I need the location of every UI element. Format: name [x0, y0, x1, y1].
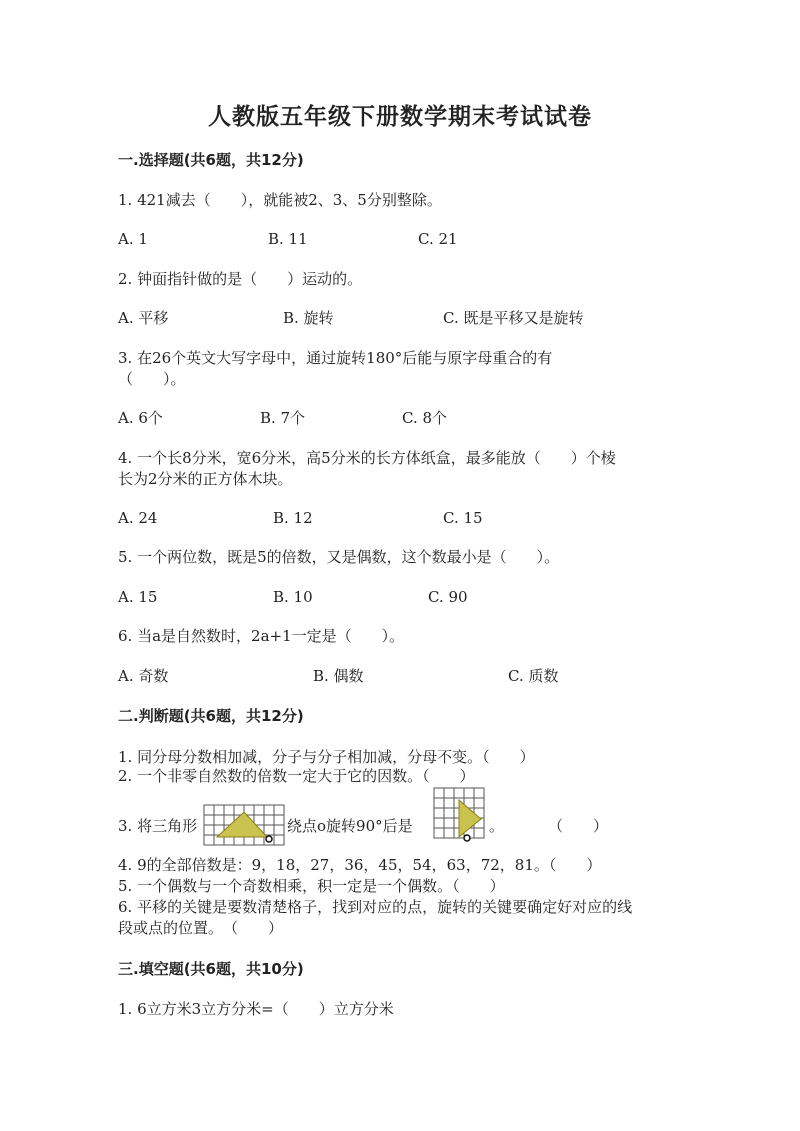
judgement-item: 2. 一个非零自然数的倍数一定大于它的因数。（ ） [118, 767, 475, 785]
fill-item: 1. 6立方米3立方分米=（ ）立方分米 [118, 1000, 394, 1018]
question-text-cont: （ ）。 [118, 370, 186, 388]
question-text: 1. 421减去（ ），就能被2、3、5分别整除。 [118, 191, 442, 209]
option-c: C. 90 [428, 588, 468, 606]
option-a: A. 奇数 [118, 667, 169, 685]
question-text: 3. 在26个英文大写字母中，通过旋转180°后能与原字母重合的有 [118, 349, 553, 367]
option-a: A. 平移 [118, 309, 169, 327]
judgement-item: 4. 9的全部倍数是：9，18，27，36，45，54，63，72，81。（ ） [118, 856, 602, 874]
judgement-item: 1. 同分母分数相加减，分子与分子相加减，分母不变。（ ） [118, 748, 535, 766]
option-a: A. 15 [118, 588, 158, 606]
rotated-triangle-figure [433, 787, 489, 843]
option-c: C. 质数 [508, 667, 559, 685]
option-b: B. 10 [273, 588, 313, 606]
option-c: C. 既是平移又是旋转 [443, 309, 584, 327]
judgement-item: 6. 平移的关键是要数清楚格子，找到对应的点，旋转的关键要确定好对应的线 [118, 898, 633, 916]
option-b: B. 12 [273, 509, 313, 527]
question-text-cont: 长为2分米的正方体木块。 [118, 470, 293, 488]
option-c: C. 15 [443, 509, 483, 527]
page-title: 人教版五年级下册数学期末考试试卷 [208, 104, 592, 130]
answer-blank: （ ） [548, 817, 609, 835]
triangle-on-grid-figure [203, 804, 287, 848]
judgement-item: 5. 一个偶数与一个奇数相乘，积一定是一个偶数。（ ） [118, 877, 505, 895]
option-b: B. 11 [268, 230, 308, 248]
judgement-item-part: 3. 将三角形 [118, 817, 198, 835]
option-b: B. 偶数 [313, 667, 364, 685]
question-text: 4. 一个长8分米，宽6分米，高5分米的长方体纸盒，最多能放（ ）个棱 [118, 449, 616, 467]
question-text: 6. 当a是自然数时，2a+1一定是（ ）。 [118, 627, 405, 645]
option-a: A. 6个 [118, 409, 163, 427]
option-a: A. 1 [118, 230, 148, 248]
question-text: 5. 一个两位数，既是5的倍数，又是偶数，这个数最小是（ ）。 [118, 548, 560, 566]
section-heading-fill: 三.填空题(共6题，共10分) [118, 960, 304, 978]
option-b: B. 旋转 [283, 309, 334, 327]
judgement-item-part: 绕点o旋转90°后是 [287, 817, 413, 835]
option-c: C. 8个 [402, 409, 448, 427]
option-c: C. 21 [418, 230, 458, 248]
judgement-item-cont: 段或点的位置。 （ ） [118, 919, 284, 937]
option-b: B. 7个 [260, 409, 306, 427]
option-a: A. 24 [118, 509, 158, 527]
section-heading-judgement: 二.判断题(共6题，共12分) [118, 707, 304, 725]
section-heading-choice: 一.选择题(共6题，共12分) [118, 151, 304, 169]
judgement-item-part: 。 [489, 817, 505, 835]
question-text: 2. 钟面指针做的是（ ）运动的。 [118, 270, 363, 288]
